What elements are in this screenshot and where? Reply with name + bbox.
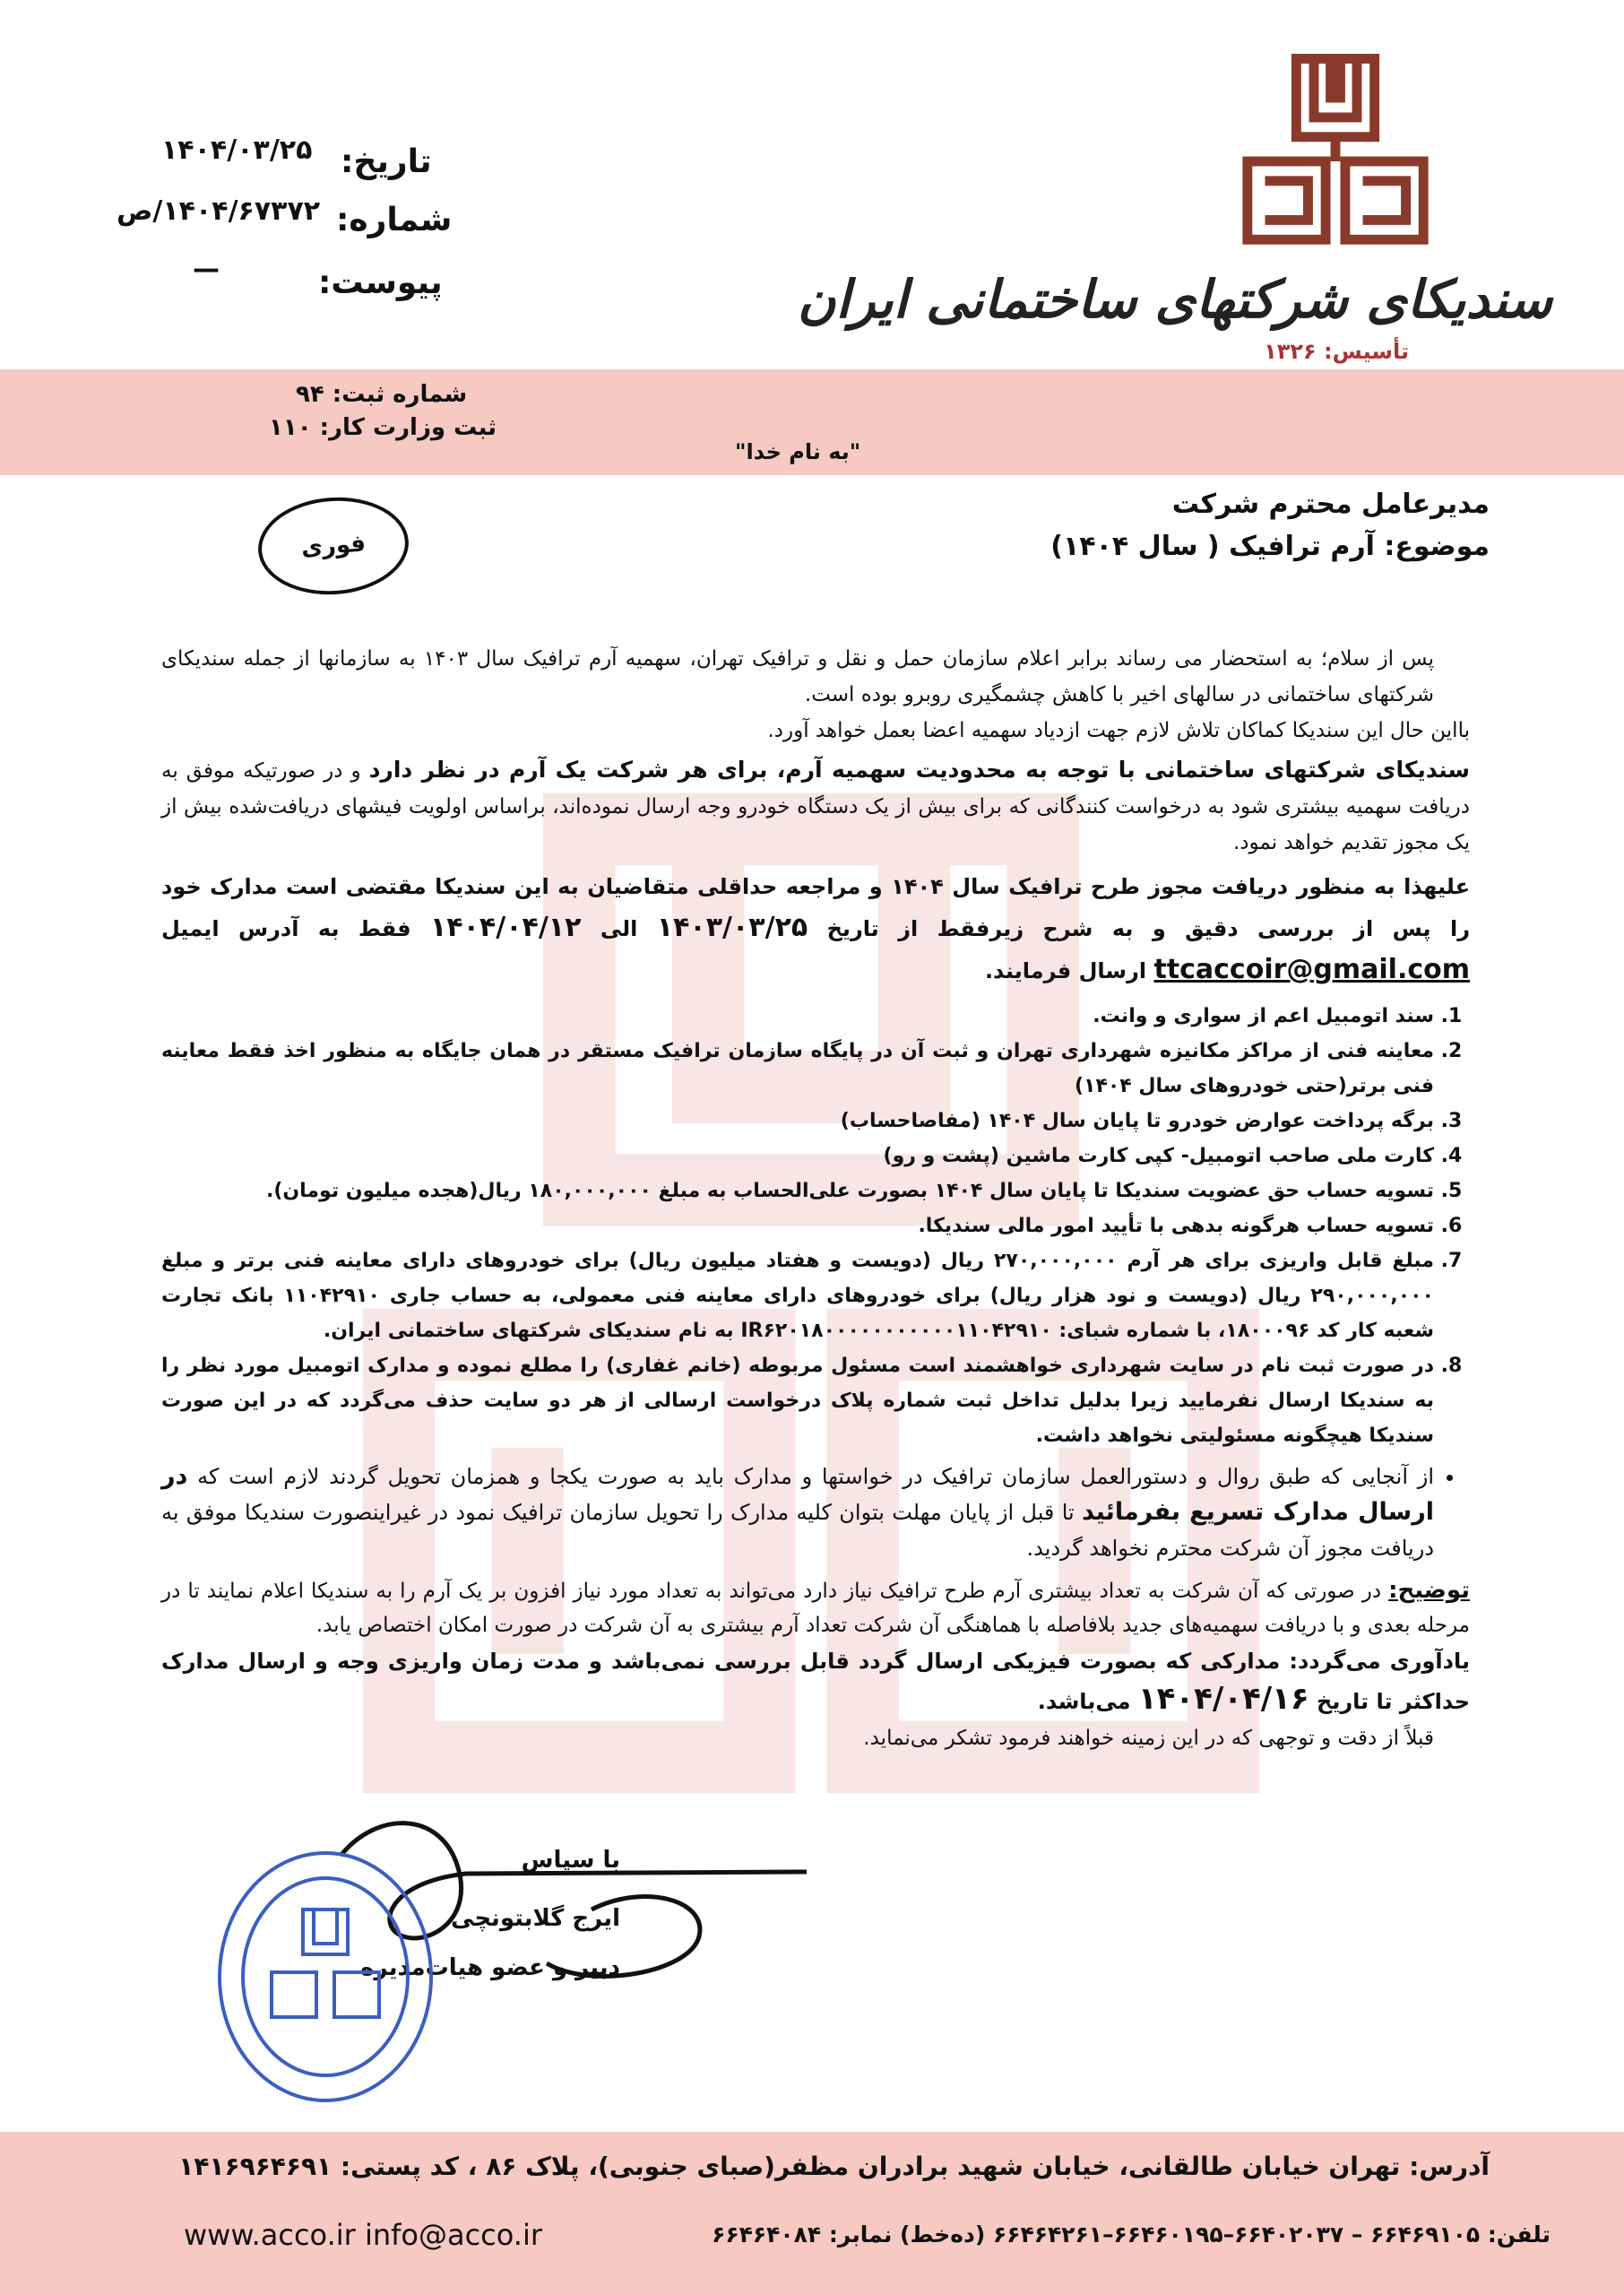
paragraph-4-c: فقط به آدرس ایمیل xyxy=(161,916,430,941)
footer-address: آدرس: تهران خیابان طالقانی، خیابان شهید برادران مظفر(صبای جنوبی)، پلاک ۸۶ ، کد پستی: ۱۴۱۶۹۶۴۶۹۱ xyxy=(178,2152,1490,2181)
notice-bullet xyxy=(161,1459,1434,1566)
footer-web-email[interactable]: www.acco.ir info@acco.ir xyxy=(184,2218,542,2252)
reminder xyxy=(161,1642,1470,1720)
official-stamp xyxy=(213,1847,437,2107)
list-item: 4. کارت ملی صاحب اتومبیل- کپی کارت ماشین (پشت و رو) xyxy=(161,1139,1434,1173)
ministry-registration: ثبت وزارت کار: ۱۱۰ xyxy=(269,414,497,441)
number-value: ۱۴۰۴/۶۷۳۷۲/ص xyxy=(117,195,321,227)
paragraph-4 xyxy=(161,866,1470,992)
list-item: 2. معاینه فنی از مراکز مکانیزه شهرداری تهران و ثبت آن در پایگاه سازمان ترافیک مستقر در همان جایگاه به منظور اخذ فقط معاینه فنی برتر(حتی خودروهای سال ۱۴۰۴) xyxy=(161,1034,1434,1104)
paragraph-2: بااین حال این سندیکا کماکان تلاش لازم جهت ازدیاد سهمیه اعضا بعمل خواهد آورد. xyxy=(767,719,1470,742)
requirements-list xyxy=(161,999,1470,1453)
basmala: "به نام خدا" xyxy=(735,439,861,464)
date-label: تاریخ: xyxy=(341,143,432,180)
reminder-date: ۱۴۰۴/۰۴/۱۶ xyxy=(1137,1681,1309,1717)
signatory-title: دبیر و عضو هیات‌مدیره xyxy=(360,1954,620,1981)
footer-phones: تلفن: ۶۶۴۶۹۱۰۵ – ۶۶۴۰۲۰۳۷–۶۶۴۶۰۱۹۵–۶۶۴۶۴۲۶۱ (ده‌خط) نمابر: ۶۶۴۶۴۰۸۴ xyxy=(712,2221,1551,2247)
founded-year: تأسیس: ۱۳۲۶ xyxy=(1264,339,1409,364)
paragraph-3-bold: سندیکای شرکتهای ساختمانی با توجه به محدودیت سهمیه آرم، برای هر شرکت یک آرم در نظر دارد xyxy=(368,757,1470,783)
syndicate-logo xyxy=(1237,54,1434,269)
letter-body xyxy=(161,641,1470,1756)
email-address[interactable]: ttcaccoir@gmail.com xyxy=(1153,954,1470,985)
list-item: 1. سند اتومبیل اعم از سواری و وانت. xyxy=(161,999,1434,1034)
list-item: 5. تسویه حساب حق عضویت سندیکا تا پایان سال ۱۴۰۴ بصورت علی‌الحساب به مبلغ ۱۸۰,۰۰۰,۰۰۰ ریال(هجده میلیون تومان). xyxy=(161,1173,1434,1208)
paragraph-3-rest: و در صورتیکه موفق به دریافت سهمیه بیشتری شود به درخواست کنندگانی که برای بیش از یک دستگاه خودرو وجه ارسال نموده‌اند، براساس اولویت فیشهای دریافت‌شده بیش از یک مجوز تقدیم خواهد نمود. xyxy=(161,759,1470,854)
reminder-a: یادآوری می‌گردد: مدارکی که بصورت فیزیکی ارسال گردد قابل بررسی نمی‌باشد و مدت زمان واریزی وجه و ارسال مدارک حداکثر تا تاریخ xyxy=(161,1649,1470,1714)
date-to: ۱۴۰۴/۰۴/۱۲ xyxy=(430,912,582,943)
paragraph-3 xyxy=(161,752,1470,861)
bullet-text-b: تا قبل از پایان مهلت بتوان کلیه مدارک را تحویل سازمان ترافیک نمود در غیراینصورت سندیکا موفق به دریافت مجوز آن شرکت محترم نخواهد گردید. xyxy=(161,1500,1434,1561)
note xyxy=(161,1573,1470,1642)
bullet-text-a: از آنجایی که طبق روال و دستورالعمل سازمان ترافیک در خواستها و مدارک باید به صورت یکجا و همزمان تحویل گردند لازم است که xyxy=(187,1464,1434,1489)
list-item: 8. در صورت ثبت نام در سایت شهرداری خواهشمند است مسئول مربوطه (خانم غفاری) را مطلع نموده و مدارک اتومبیل مورد نظر را به سندیکا ارسال نفرمایید زیرا بدلیل تداخل ثبت شماره پلاک درخواست ارسالی از هر دو سایت حذف می‌گردد که در این صورت سندیکا هیچگونه مسئولیتی نخواهد داشت. xyxy=(161,1348,1434,1453)
list-item: 3. برگه پرداخت عوارض خودرو تا پایان سال ۱۴۰۴ (مفاصاحساب) xyxy=(161,1104,1434,1139)
reminder-b: می‌باشد. xyxy=(1037,1689,1138,1714)
list-item: 6. تسویه حساب هرگونه بدهی با تأیید امور مالی سندیکا. xyxy=(161,1208,1434,1243)
notice-bullet-list xyxy=(161,1459,1470,1566)
date-from: ۱۴۰۳/۰۳/۲۵ xyxy=(656,912,808,943)
recipient: مدیرعامل محترم شرکت xyxy=(1171,489,1490,520)
attachment-label: پیوست: xyxy=(318,264,443,301)
signatory-name: ایرج گلابتونچی xyxy=(451,1905,620,1932)
attachment-value: — xyxy=(193,254,220,285)
paragraph-4-b: الی xyxy=(581,916,657,941)
registration-number: شماره ثبت: ۹۴ xyxy=(296,381,468,408)
paragraph-4-a: علیهذا به منظور دریافت مجوز طرح ترافیک سال ۱۴۰۴ و مراجعه حداقلی متقاضیان به این سندیکا مقتضی است مدارک خود را پس از بررسی دقیق و به شرح زیرفقط از تاریخ xyxy=(161,874,1471,941)
number-label: شماره: xyxy=(336,202,453,238)
list-item: 7. مبلغ قابل واریزی برای هر آرم ۲۷۰,۰۰۰,۰۰۰ ریال (دویست و هفتاد میلیون ریال) برای خودروهای دارای معاینه فنی برتر و مبلغ ۲۹۰,۰۰۰,۰۰۰ ریال (دویست و نود هزار ریال) برای خودروهای دارای معاینه فنی معمولی، به حساب جاری ۱۱۰۴۲۹۱۰ بانک تجارت شعبه کار کد ۱۸۰۰۰۹۶، با شماره شبای: IR۶۲۰۱۸۰۰۰۰۰۰۰۰۰۰۰۱۱۰۴۲۹۱۰ به نام سندیکای شرکتهای ساختمانی ایران. xyxy=(161,1243,1434,1348)
org-name: سندیکای شرکتهای ساختمانی ایران xyxy=(797,269,1552,330)
regards: با سپاس xyxy=(521,1847,620,1874)
subject: موضوع: آرم ترافیک ( سال ۱۴۰۴) xyxy=(1050,531,1490,562)
date-value: ۱۴۰۴/۰۳/۲۵ xyxy=(161,134,313,166)
urgent-stamp: فوری xyxy=(255,492,411,599)
paragraph-4-d: ارسال فرمایند. xyxy=(984,958,1154,983)
paragraph-1: پس از سلام؛ به استحضار می رساند برابر اعلام سازمان حمل و نقل و ترافیک تهران، سهمیه آرم ترافیک سال ۱۴۰۳ به سازمانها از جمله سندیکای شرکتهای ساختمانی در سالهای اخیر با کاهش چشمگیری روبرو بوده است. xyxy=(161,647,1434,706)
thanks: قبلاً از دقت و توجهی که در این زمینه خواهند فرمود تشکر می‌نماید. xyxy=(863,1727,1434,1750)
note-text: در صورتی که آن شرکت به تعداد بیشتری آرم طرح ترافیک نیاز دارد می‌تواند به تعداد مورد نیاز افزون بر یک آرم را به سندیکا اعلام نمایند تا در مرحله بعدی و با دریافت سهمیه‌های جدید بلافاصله با هماهنگی آن شرکت تعداد آرم بیشتری به آن شرکت در صورت امکان اختصاص یابد. xyxy=(161,1580,1470,1637)
note-label: توضیح: xyxy=(1388,1577,1470,1604)
bullet-text-bold: در ارسال مدارک تسریع بفرمائید xyxy=(161,1462,1434,1526)
